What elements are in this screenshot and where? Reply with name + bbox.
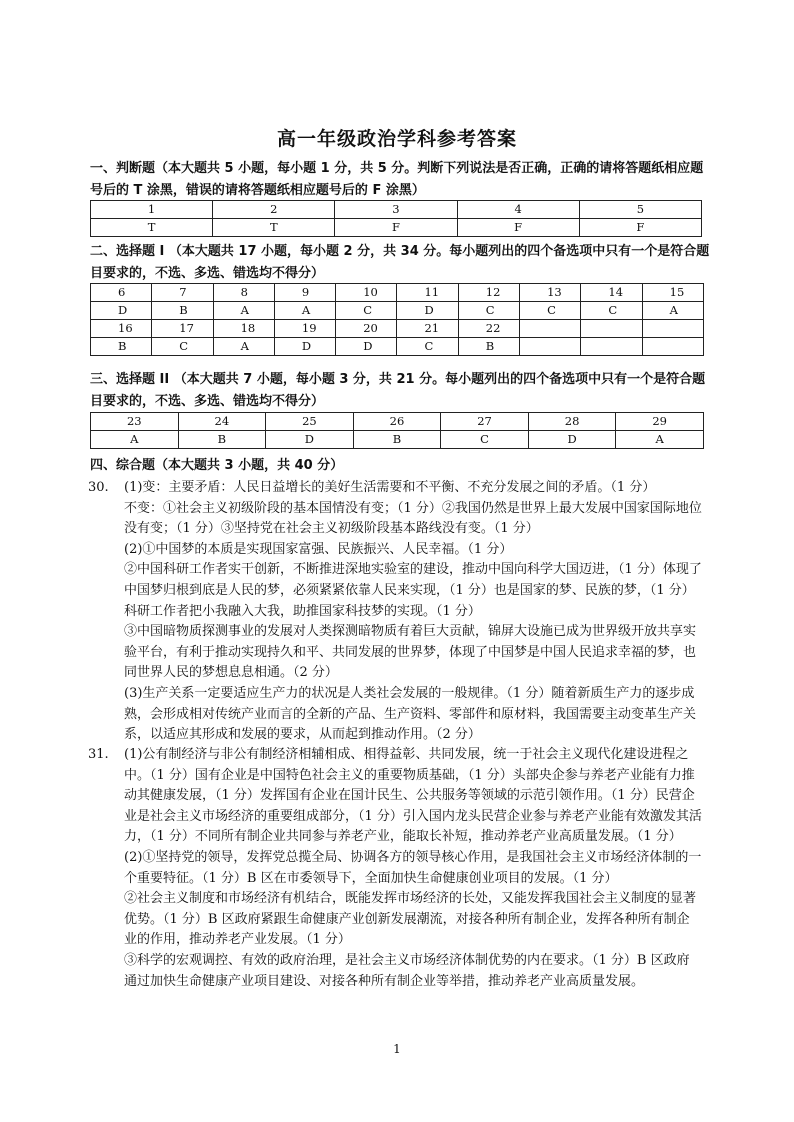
table-cell: 8 — [213, 284, 274, 302]
table-cell: C — [336, 302, 397, 320]
table-row — [91, 219, 702, 237]
table-cell: D — [274, 338, 335, 356]
table-cell: T — [91, 219, 213, 237]
answer-paragraph: (1)公有制经济与非公有制经济相辅相成、相得益彰、共同发展，统一于社会主义现代化建设进程之中。（1 分）国有企业是中国特色社会主义的重要物质基础，（1 分）头部央企参与养老产业能有力推动其健康发展，（1 分）发挥国有企业在国计民生、公共服务等领域的示范引领作用。（1 分）民营企业是社会主义市场经济的重要组成部分，（1 分）引入国内龙头民营企业参与养老产业能有效激发其活力，（1 分）不同所有制企业共同参与养老产业，能取长补短，推动养老产业高质量发展。（1 分） — [124, 747, 702, 845]
answer-paragraph: (1)变：主要矛盾：人民日益增长的美好生活需要和不平衡、不充分发展之间的矛盾。（1 分） — [124, 480, 656, 495]
table-cell: C — [152, 338, 213, 356]
table-cell: C — [581, 302, 642, 320]
table-cell: 29 — [616, 413, 704, 431]
table-cell: 14 — [581, 284, 642, 302]
table-row — [91, 284, 704, 302]
table-cell: F — [457, 219, 579, 237]
table-cell: D — [397, 302, 458, 320]
answer-paragraph: (3)生产关系一定要适应生产力的状况是人类社会发展的一般规律。（1 分）随着新质生产力的逐步成熟，会形成相对传统产业而言的全新的产品、生产资料、零部件和原材料，我国需要主动变革生产关系，以适应其形成和发展的要求，从而起到推动作用。（2 分） — [124, 685, 697, 743]
table-cell: 23 — [91, 413, 179, 431]
page-title: 高一年级政治学科参考答案 — [276, 128, 517, 150]
answer-paragraph: (2)①坚持党的领导，发挥党总揽全局、协调各方的领导核心作用，是我国社会主义市场经济体制的一个重要特征。（1 分）B 区在市委领导下，全面加快生命健康创业项目的发展。（1 分） — [124, 849, 702, 886]
table-cell — [581, 320, 642, 338]
table-cell: B — [91, 338, 152, 356]
table-cell — [581, 338, 642, 356]
table-cell: 5 — [579, 201, 701, 219]
table-cell: F — [579, 219, 701, 237]
table-cell: 28 — [528, 413, 616, 431]
table-cell: 25 — [266, 413, 354, 431]
table-cell: 9 — [274, 284, 335, 302]
table-cell: D — [528, 431, 616, 449]
table-cell: C — [458, 302, 519, 320]
table-cell: 15 — [642, 284, 703, 302]
table-row — [91, 302, 704, 320]
table-cell: C — [520, 302, 581, 320]
table-cell — [642, 320, 703, 338]
section3-heading: 三、选择题 II （本大题共 7 小题，每小题 3 分，共 21 分。每小题列出的四个备选项中只有一个是符合题目要求的，不选、多选、错选均不得分） — [90, 372, 706, 409]
table-cell: 3 — [335, 201, 457, 219]
table-cell: A — [91, 431, 179, 449]
table-row — [91, 320, 704, 338]
table-cell: 22 — [458, 320, 519, 338]
table-cell: 17 — [152, 320, 213, 338]
section1-table — [90, 200, 702, 237]
question-31 — [90, 745, 702, 992]
table-cell: 1 — [91, 201, 213, 219]
answer-paragraph: ②社会主义制度和市场经济有机结合，既能发挥市场经济的长处，又能发挥我国社会主义制度的显著优势。（1 分）B 区政府紧跟生命健康产业创新发展潮流，对接各种所有制企业，发挥各种所有制企业的作用，推动养老产业发展。（1 分） — [124, 891, 697, 948]
table-cell — [520, 320, 581, 338]
table-cell: 18 — [213, 320, 274, 338]
table-cell: D — [91, 302, 152, 320]
answer-paragraph: ③科学的宏观调控、有效的政府治理，是社会主义市场经济体制优势的内在要求。（1 分）B 区政府通过加快生命健康产业项目建设、对接各种所有制企业等举措，推动养老产业高质量发展。 — [124, 952, 690, 989]
table-row — [91, 431, 704, 449]
table-cell: 10 — [336, 284, 397, 302]
table-cell: A — [274, 302, 335, 320]
table-row — [91, 338, 704, 356]
table-cell: C — [441, 431, 529, 449]
table-cell: A — [642, 302, 703, 320]
table-cell: 19 — [274, 320, 335, 338]
table-cell: 20 — [336, 320, 397, 338]
table-cell: B — [152, 302, 213, 320]
table-cell: A — [213, 338, 274, 356]
table-cell: B — [458, 338, 519, 356]
section2-table — [90, 283, 704, 356]
section3-table — [90, 412, 704, 449]
page-number: 1 — [393, 1042, 401, 1056]
table-row — [91, 413, 704, 431]
answer-paragraph: ②中国科研工作者实干创新，不断推进深地实验室的建设，推动中国向科学大国迈进，（1 分）体现了中国梦归根到底是人民的梦，必须紧紧依靠人民来实现，（1 分）也是国家的梦、民族的梦，（1 分）科研工作者把小我融入大我，助推国家科技梦的实现。（1 分） — [124, 562, 702, 619]
table-cell: B — [178, 431, 266, 449]
table-cell: 27 — [441, 413, 529, 431]
answer-paragraph: (2)①中国梦的本质是实现国家富强、民族振兴、人民幸福。（1 分） — [124, 541, 513, 557]
section2-heading: 二、选择题 I （本大题共 17 小题，每小题 2 分，共 34 分。每小题列出的四个备选项中只有一个是符合题目要求的，不选、多选、错选均不得分） — [90, 244, 710, 281]
table-cell: C — [397, 338, 458, 356]
table-cell: D — [266, 431, 354, 449]
table-cell: D — [336, 338, 397, 356]
question-30 — [90, 478, 702, 746]
table-cell: B — [353, 431, 441, 449]
table-cell: 12 — [458, 284, 519, 302]
section4-heading: 四、综合题（本大题共 3 小题，共 40 分） — [90, 458, 344, 473]
table-cell: 26 — [353, 413, 441, 431]
table-cell: 6 — [91, 284, 152, 302]
table-cell — [642, 338, 703, 356]
table-cell: 7 — [152, 284, 213, 302]
table-cell: 24 — [178, 413, 266, 431]
answer-paragraph: 不变：①社会主义初级阶段的基本国情没有变；（1 分）②我国仍然是世界上最大发展中国家国际地位没有变；（1 分）③坚持党在社会主义初级阶段基本路线没有变。（1 分） — [124, 500, 702, 537]
table-cell: 4 — [457, 201, 579, 219]
table-cell: 11 — [397, 284, 458, 302]
table-cell: T — [213, 219, 335, 237]
section1-heading: 一、判断题（本大题共 5 小题，每小题 1 分，共 5 分。判断下列说法是否正确，正确的请将答题纸相应题号后的 T 涂黑，错误的请将答题纸相应题号后的 F 涂黑） — [90, 161, 704, 198]
table-cell: 21 — [397, 320, 458, 338]
table-cell: A — [213, 302, 274, 320]
table-cell: 2 — [213, 201, 335, 219]
question-number: 30. — [88, 480, 109, 495]
answer-paragraph: ③中国暗物质探测事业的发展对人类探测暗物质有着巨大贡献，锦屏大设施已成为世界级开放共享实验平台，有利于推动实现持久和平、共同发展的世界梦，体现了中国梦是中国人民追求幸福的梦，也同世界人民的梦想息息相通。（2 分） — [124, 624, 697, 681]
table-cell: 16 — [91, 320, 152, 338]
table-cell: 13 — [520, 284, 581, 302]
table-cell: F — [335, 219, 457, 237]
table-row — [91, 201, 702, 219]
table-cell: A — [616, 431, 704, 449]
table-cell — [520, 338, 581, 356]
question-number: 31. — [88, 747, 109, 762]
